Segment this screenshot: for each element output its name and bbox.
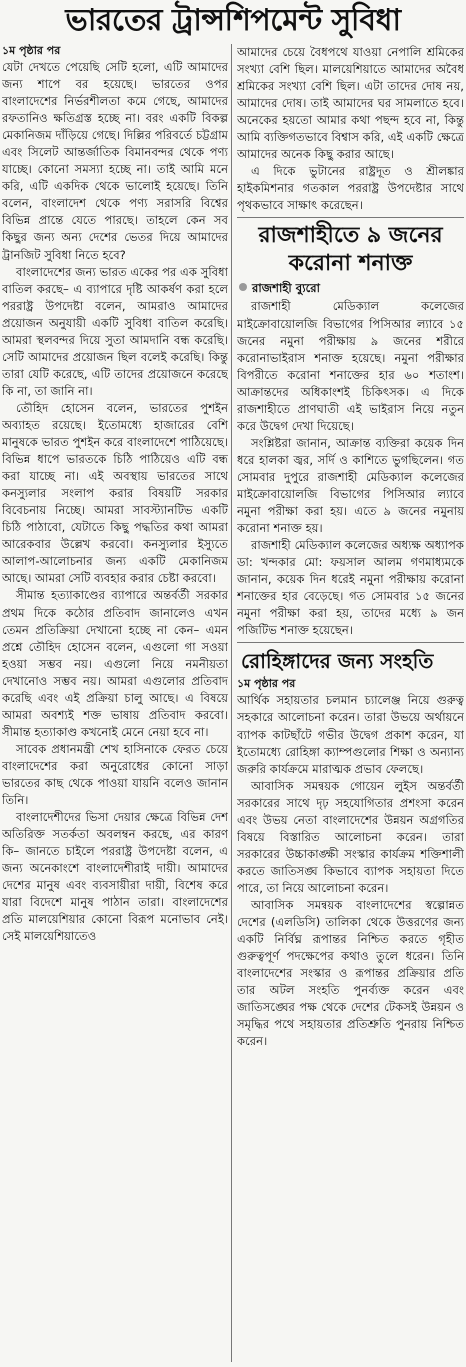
article-paragraph: আর্থিক সহায়তার চলমান চ্যালেঞ্জ নিয়ে গুরুত্ব সহকারে আলোচনা করেন। তারা উভয়ে অর্থায়নে ব্যাপক কাটছাঁটে গভীর উদ্বেগ প্রকাশ করেন, যা ইতোমধ্যে রোহিঙ্গা ক্যাম্পগুলোর শিক্ষা ও অন্যান্য জরুরি কার্যক্রমে মারাত্মক প্রভাব ফেলছে। — [237, 693, 464, 776]
article-paragraph: যেটা দেখতে পেয়েছি সেটি হলো, এটি আমাদের জন্য শাপে বর হয়েছে। ভারতের ওপর বাংলাদেশের নির্ভরশীলতা কমে গেছে, আমাদের রফতানিও ক্ষতিগ্রস্ত হচ্ছে না। বরং একটি বিকল্প মেকানিজম দাঁড়িয়ে গেছে। দিল্লির পরিবর্তে চট্টগ্রাম এবং সিলেট আন্তর্জাতিক বিমানবন্দর থেকে পণ্য যাচ্ছে। কোনো সমস্যা হচ্ছে না। তাই আমি মনে করি, এটি একদিক থেকে ভালোই হয়েছে। তিনি বলেন, বাংলাদেশ থেকে পণ্য সরাসরি বিশ্বের বিভিন্ন প্রান্তে যেতে পারছে। তাহলে কেন সব কিছুর জন্য অন্য দেশের ভেতর দিয়ে আমাদের ট্রানজিট সুবিধা নিতে হবে? — [2, 60, 228, 262]
column-divider — [231, 44, 232, 1362]
article-paragraph: তৌহিদ হোসেন বলেন, ভারতের পুশইন অব্যাহত রয়েছে। ইতোমধ্যে হাজারের বেশি মানুষকে ভারত পুশইন করে বাংলাদেশে পাঠিয়েছে। বিভিন্ন ধাপে ভারতকে চিঠি পাঠিয়েও এটি বন্ধ করা যাচ্ছে না। এই অবস্থায় ভারতের সাথে কনস্যুলার সংলাপ করার বিষয়টি সরকার বিবেচনায় নিচ্ছে। আমরা সাবস্ট্যানটিভ একটি চিঠি পাঠাবো, যেটাতে কিছু পদ্ধতির কথা আমরা আরেকবার উল্লেখ করবো। কনস্যুলার ইস্যুতে আলাপ-আলোচনার জন্য একটি মেকানিজম আছে। আমরা সেটি ব্যবহার করার চেষ্টা করবো। — [2, 400, 228, 586]
continued-from-label: ১ম পৃষ্ঠার পর — [237, 677, 296, 691]
section-divider — [237, 642, 464, 643]
article-paragraph: বাংলাদেশীদের ভিসা দেয়ার ক্ষেত্রে বিভিন্ন দেশ অতিরিক্ত সতর্কতা অবলম্বন করছে, এর কারণ কি– জানতে চাইলে পররাষ্ট্র উপদেষ্টা বলেন, এ জন্য অনেকাংশে বাংলাদেশীরাই দায়ী। আমাদের দেশের মানুষ এবং ব্যবসায়ীরা দায়ী, বিশেষ করে যারা বিদেশে মানুষ পাঠান তারা। বাংলাদেশের প্রতি মালয়েশিয়ার কোনো বিরূপ মনোভাব নেই। সেই মালয়েশিয়াতেও — [2, 810, 228, 944]
article-paragraph: আমাদের চেয়ে বৈধপথে যাওয়া নেপালি শ্রমিকের সংখ্যা বেশি ছিল। মালয়েশিয়াতে আমাদের অবৈধ শ্রমিকের সংখ্যা বেশি ছিল। এটা তাদের দোষ নয়, আমাদের দোষ। তাই আমাদের ঘর সামলাতে হবে। অনেকের হয়তো আমার কথা পছন্দ হবে না, কিন্তু আমি ব্যক্তিগতভাবে বিশ্বাস করি, এই একটি ক্ষেত্রে আমাদের অনেক কিছু করার আছে। — [237, 45, 464, 162]
bullet-icon — [239, 283, 247, 291]
article-paragraph: সীমান্ত হত্যাকাণ্ডের ব্যাপারে অন্তর্বর্তী সরকার প্রথম দিকে কঠোর প্রতিবাদ জানালেও এখন তেমন প্রতিক্রিয়া দেখানো হচ্ছে না কেন– এমন প্রশ্নে তৌহিদ হোসেন বলেন, এগুলো গা সওয়া হওয়া সম্ভব নয়। এগুলো নিয়ে নমনীয়তা দেখানোও সম্ভব নয়। আমরা এগুলোর প্রতিবাদ করেছি এবং এই প্রক্রিয়া চালু আছে। এ বিষয়ে আমরা অবশ্যই শক্ত ভাষায় প্রতিবাদ করবো। সীমান্ত হত্যাকাণ্ড কখনোই মেনে নেয়া হবে না। — [2, 588, 228, 739]
left-column — [2, 44, 228, 1364]
right-column — [237, 44, 464, 1364]
article-paragraph: সংশ্লিষ্টরা জানান, আক্রান্ত ব্যক্তিরা কয়েক দিন ধরে হালকা জ্বর, সর্দি ও কাশিতে ভুগছিলেন। গত সোমবার দুপুরে রাজশাহী মেডিক্যাল কলেজের মাইক্রোবায়োলজি বিভাগের পিসিআর ল্যাবে নমুনা পরীক্ষা করা হয়। এতে ৯ জনের নমুনায় করোনা শনাক্ত হয়। — [237, 435, 464, 536]
article-paragraph: রাজশাহী মেডিক্যাল কলেজের অধ্যক্ষ অধ্যাপক ডা: খন্দকার মো: ফয়সাল আলম গণমাধ্যমকে জানান, কয়েক দিন ধরেই নমুনা পরীক্ষায় করোনা শনাক্তের হার বেড়েছে। গত সোমবার ১৫ জনের নমুনা পরীক্ষা করা হয়, তাদের মধ্যে ৯ জন পজিটিভ শনাক্ত হয়েছেন। — [237, 538, 464, 638]
story-headline-rohingya: রোহিঙ্গাদের জন্য সংহতি — [241, 649, 434, 674]
article-paragraph: বাংলাদেশের জন্য ভারত একের পর এক সুবিধা বাতিল করছে– এ ব্যাপারে দৃষ্টি আকর্ষণ করা হলে পররাষ্ট্র উপদেষ্টা বলেন, আমরাও আমাদের প্রয়োজন অনুযায়ী একটি সুবিধা বাতিল করেছি। আমরা স্থলবন্দর দিয়ে সুতা আমদানি বন্ধ করেছি। সেটি আমাদের প্রয়োজন ছিল বলেই করেছি। কিন্তু তারা যেটি করেছে, এটি তাদের প্রয়োজনে করেছে কি না, তা জানি না। — [2, 264, 228, 398]
section-divider — [237, 217, 464, 218]
article-paragraph: আবাসিক সমন্বয়ক বাংলাদেশের স্বল্পোন্নত দেশের (এলডিসি) তালিকা থেকে উত্তরণের জন্য একটি নির্বিঘ্ন রূপান্তর নিশ্চিত করতে গৃহীত গুরুত্বপূর্ণ পদক্ষেপের কথাও তুলে ধরেন। তিনি বাংলাদেশের সংস্কার ও রূপান্তর প্রক্রিয়ার প্রতি তার অটল সংহতি পুনর্ব্যক্ত করেন এবং জাতিসঙ্ঘের পক্ষ থেকে দেশের টেকসই উন্নয়ন ও সমৃদ্ধির পথে সহায়তার প্রতিশ্রুতি পুনরায় নিশ্চিত করেন। — [237, 897, 464, 1049]
byline-text: রাজশাহী ব্যুরো — [252, 281, 320, 296]
byline — [237, 280, 464, 297]
article-paragraph: রাজশাহী মেডিক্যাল কলেজের মাইক্রোবায়োলজি বিভাগের পিসিআর ল্যাবে ১৫ জনের নমুনা পরীক্ষায় ৯ জনের শরীরে করোনাভাইরাস শনাক্ত হয়েছে। নমুনা পরীক্ষার বিপরীতে করোনা শনাক্তের হার ৬০ শতাংশ। আক্রান্তদের অধিকাংশই চিকিৎসক। এ দিকে রাজশাহীতে প্রাণঘাতী এই ভাইরাস নিয়ে নতুন করে উদ্বেগ দেখা দিয়েছে। — [237, 299, 464, 433]
story-headline-corona: রাজশাহীতে ৯ জনের করোনা শনাক্ত — [258, 223, 443, 277]
article-paragraph: এ দিকে ভুটানের রাষ্ট্রদূত ও শ্রীলঙ্কার হাইকমিশনার গতকাল পররাষ্ট্র উপদেষ্টার সাথে পৃথকভাবে সাক্ষাৎ করেছেন। — [237, 164, 464, 213]
article-paragraph: সাবেক প্রধানমন্ত্রী শেখ হাসিনাকে ফেরত চেয়ে বাংলাদেশের করা অনুরোধের কোনো সাড়া ভারতের কাছ থেকে পাওয়া যায়নি বলেও জানান তিনি। — [2, 741, 228, 808]
article-paragraph: আবাসিক সমন্বয়ক গোয়েন লুইস অন্তর্বর্তী সরকারের সাথে দৃঢ় সহযোগিতার প্রশংসা করেন এবং উভয় নেতা বাংলাদেশের উন্নয়ন অগ্রগতির বিষয়ে বিস্তারিত আলোচনা করেন। তারা সরকারের উচ্চাকাঙ্ক্ষী সংস্কার কার্যক্রম শক্তিশালী করতে জাতিসঙ্ঘ কিভাবে ব্যাপক সহায়তা দিতে পারে, তা নিয়ে আলোচনা করেন। — [237, 778, 464, 895]
continued-from-label: ১ম পৃষ্ঠার পর — [2, 44, 61, 57]
main-headline: ভারতের ট্রান্সশিপমেন্ট সুবিধা — [65, 3, 401, 38]
